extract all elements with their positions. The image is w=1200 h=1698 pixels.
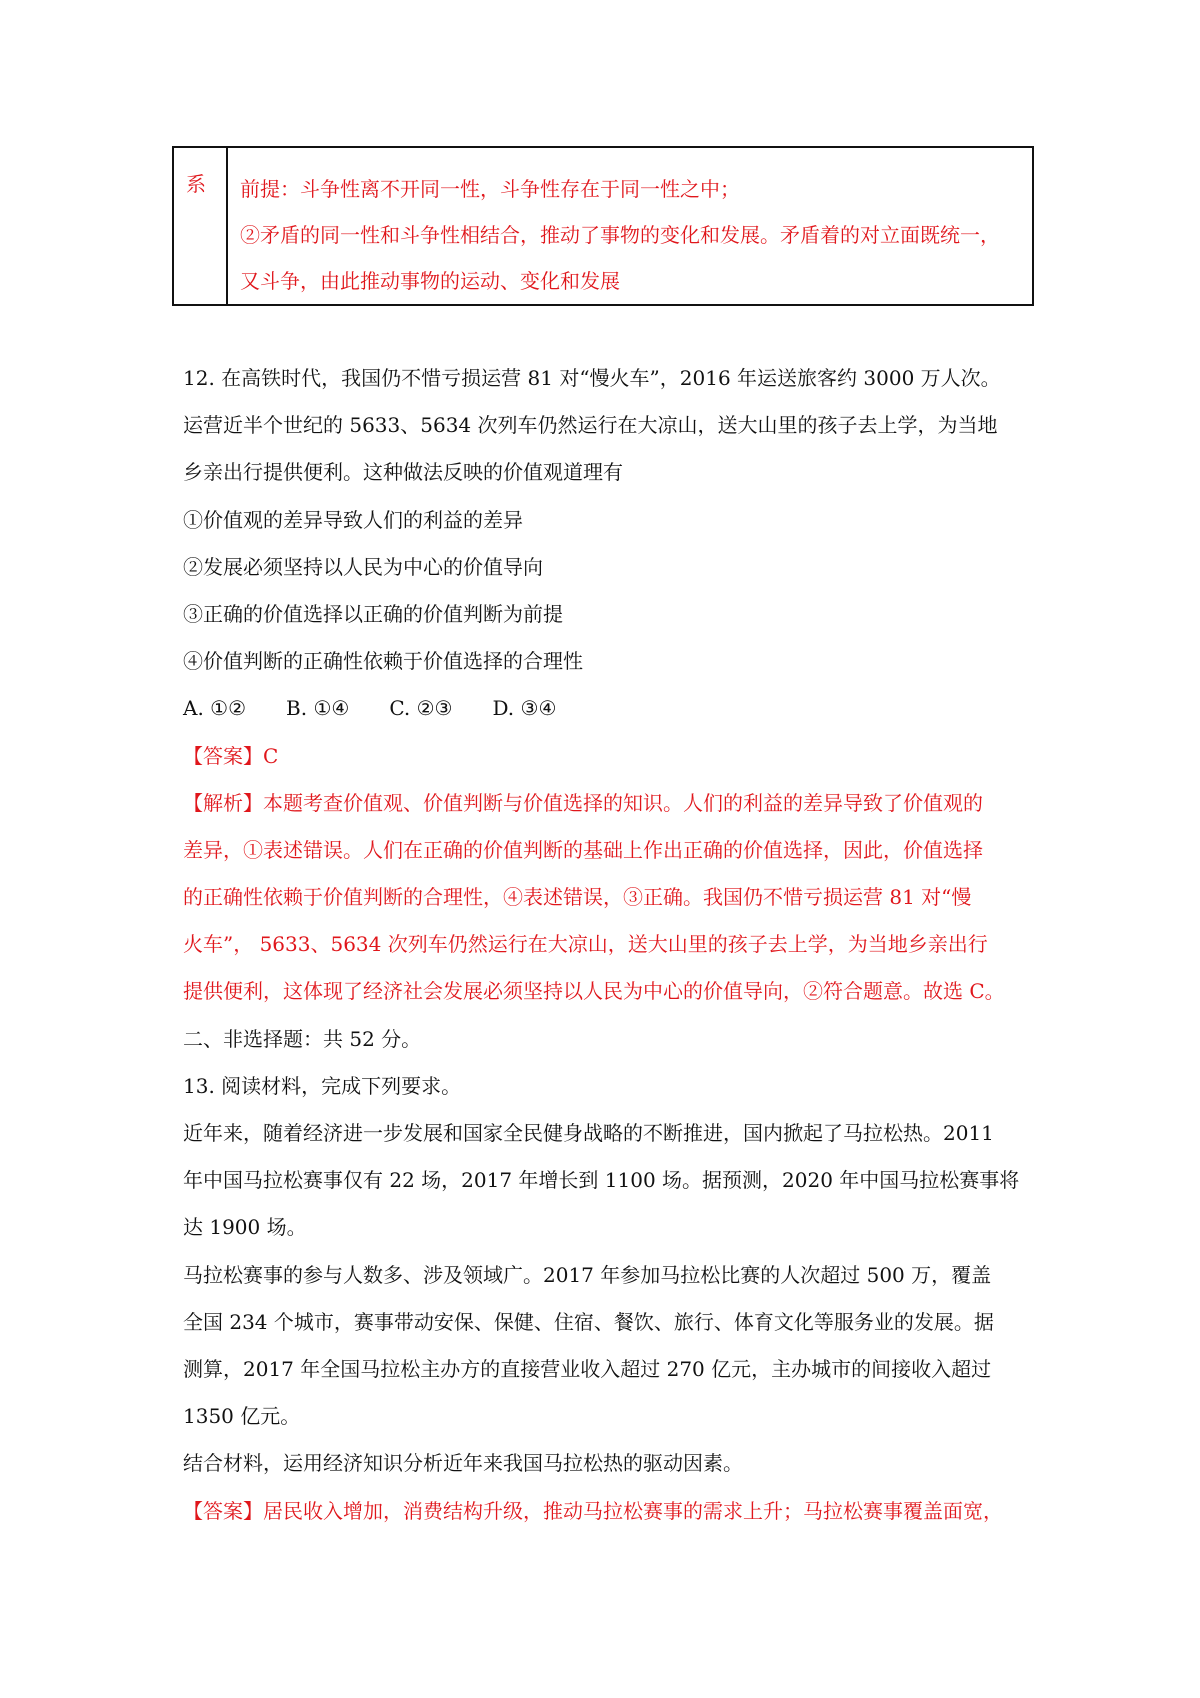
option-a: A. ①② (183, 696, 247, 721)
q12-analysis-line: 提供便利，这体现了经济社会发展必须坚持以人民为中心的价值导向，②符合题意。故选 C。 (183, 979, 1005, 1004)
q12-analysis-line: 差异，①表述错误。人们在正确的价值判断的基础上作出正确的价值选择，因此，价值选择 (183, 837, 983, 862)
q12-statement: ④价值判断的正确性依赖于价值选择的合理性 (183, 649, 583, 674)
q12-stem-line: 运营近半个世纪的 5633、5634 次列车仍然运行在大凉山，送大山里的孩子去上学，为当地 (183, 413, 998, 438)
q12-analysis-line: 【解析】本题考查价值观、价值判断与价值选择的知识。人们的利益的差异导致了价值观的 (183, 790, 983, 815)
q13-material-line: 马拉松赛事的参与人数多、涉及领域广。2017 年参加马拉松比赛的人次超过 500 万，覆盖 (183, 1262, 992, 1287)
q12-options (183, 685, 1043, 732)
q13-material-line: 测算，2017 年全国马拉松主办方的直接营业收入超过 270 亿元，主办城市的间接收入超过 (183, 1356, 992, 1381)
q13-task: 结合材料，运用经济知识分析近年来我国马拉松热的驱动因素。 (183, 1451, 743, 1476)
table-left-cell: 系 (186, 172, 206, 196)
q12-analysis-line: 的正确性依赖于价值判断的合理性，④表述错误，③正确。我国仍不惜亏损运营 81 对“慢 (183, 885, 972, 910)
q13-stem: 13. 阅读材料，完成下列要求。 (183, 1073, 462, 1098)
q12-statement: ②发展必须坚持以人民为中心的价值导向 (183, 554, 543, 579)
q13-material-line: 近年来，随着经济进一步发展和国家全民健身战略的不断推进，国内掀起了马拉松热。2011 (183, 1121, 994, 1145)
q13-material-line: 年中国马拉松赛事仅有 22 场，2017 年增长到 1100 场。据预测，2020 年中国马拉松赛事将 (183, 1168, 1020, 1193)
table-line: 前提：斗争性离不开同一性，斗争性存在于同一性之中； (240, 177, 740, 201)
q13-answer: 【答案】居民收入增加，消费结构升级，推动马拉松赛事的需求上升；马拉松赛事覆盖面宽， (183, 1498, 1003, 1523)
option-d: D. ③④ (492, 696, 557, 721)
q12-stem-line: 乡亲出行提供便利。这种做法反映的价值观道理有 (183, 460, 623, 485)
option-b: B. ①④ (286, 696, 350, 721)
document-body (183, 355, 1043, 1535)
q13-material-line: 达 1900 场。 (183, 1215, 307, 1240)
section-heading: 二、非选择题：共 52 分。 (183, 1026, 422, 1051)
table-column-divider (226, 148, 228, 304)
q12-statement: ③正确的价值选择以正确的价值判断为前提 (183, 601, 563, 626)
contradiction-table-fragment (172, 146, 1034, 306)
q13-material-line: 1350 亿元。 (183, 1404, 301, 1429)
q12-answer: 【答案】C (183, 743, 279, 768)
table-line: ②矛盾的同一性和斗争性相结合，推动了事物的变化和发展。矛盾着的对立面既统一， (240, 223, 1000, 247)
q12-analysis-line: 火车”， 5633、5634 次列车仍然运行在大凉山，送大山里的孩子去上学，为当地乡亲出行 (183, 932, 988, 957)
q12-stem-line: 12. 在高铁时代，我国仍不惜亏损运营 81 对“慢火车”，2016 年运送旅客约 3000 万人次。 (183, 366, 1001, 390)
option-c: C. ②③ (389, 696, 453, 721)
q13-material-line: 全国 234 个城市，赛事带动安保、保健、住宿、餐饮、旅行、体育文化等服务业的发展。据 (183, 1309, 994, 1334)
table-line: 又斗争，由此推动事物的运动、变化和发展 (240, 269, 620, 293)
table-right-cell (240, 166, 1030, 304)
q12-statement: ①价值观的差异导致人们的利益的差异 (183, 507, 523, 532)
